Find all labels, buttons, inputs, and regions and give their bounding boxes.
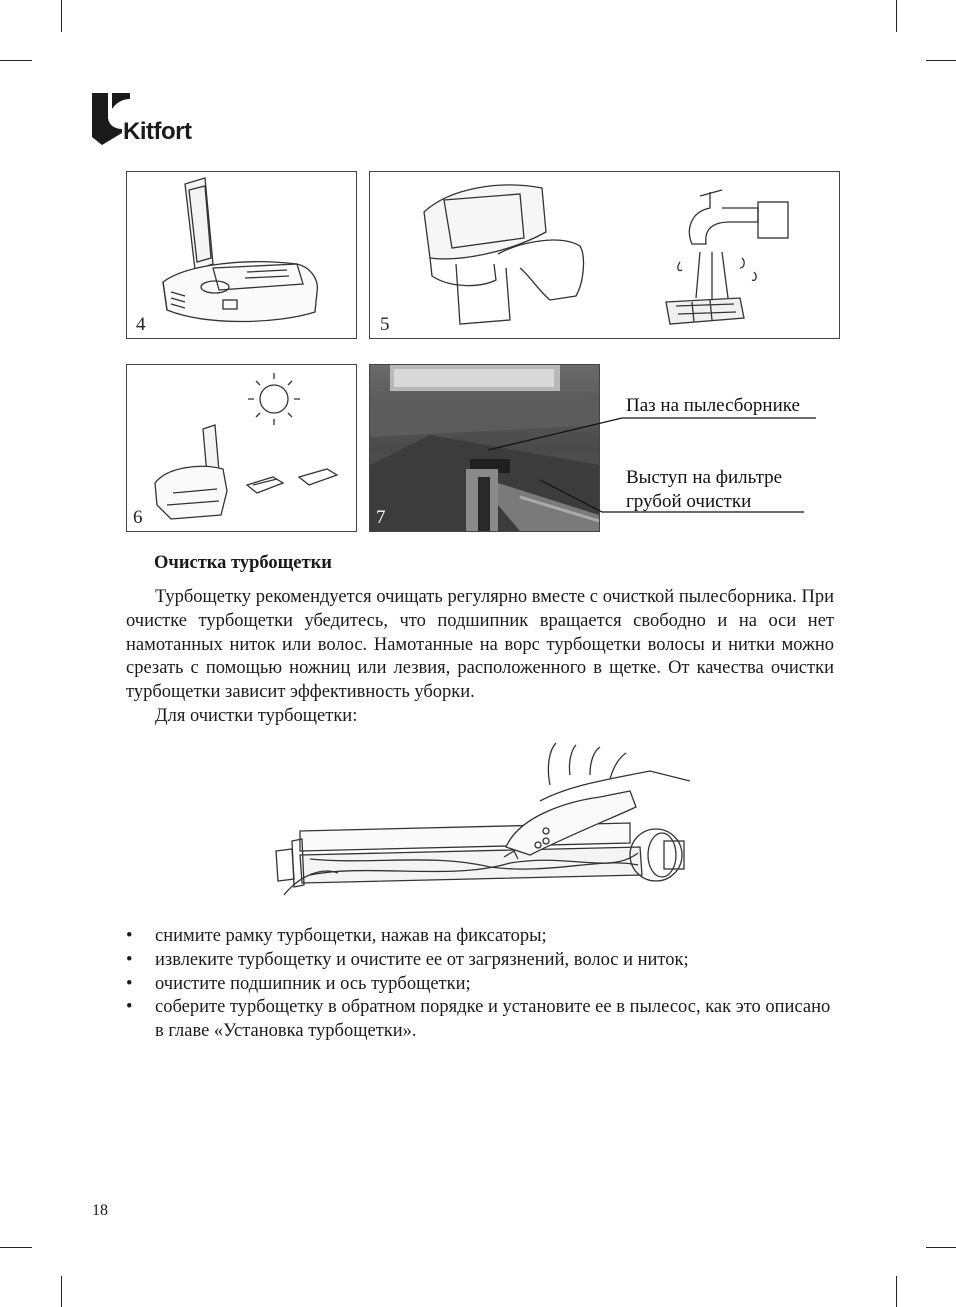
dustbin-drying-illustration: [127, 365, 356, 531]
bullet-icon: •: [126, 926, 133, 946]
page-number: 18: [92, 1202, 108, 1219]
crop-mark: [0, 60, 32, 61]
list-item: [126, 973, 836, 997]
list-item: [126, 949, 836, 973]
dustbin-filter-washing-illustration: [370, 172, 839, 338]
list-item-text: снимите рамку турбощетки, нажав на фиксаторы;: [155, 926, 547, 946]
crop-mark: [0, 1247, 32, 1248]
bullet-icon: •: [126, 949, 133, 970]
list-item: [126, 996, 836, 1044]
figure-number: 4: [136, 314, 146, 335]
paragraph: Турбощетку рекомендуется очищать регулярно вместе с очисткой пылесборника. При очистке турбощетки убедитесь, что подшипник вращается свободно и на оси нет намотанных ниток или волос. Намотанные на ворс турбощетки волосы и нитки можно срезать с помощью ножниц или лезвия, расположенного в щетке. От качества очистки турбощетки зависит эффективность уборки.: [126, 587, 834, 703]
brand-name: Kitfort: [123, 118, 192, 145]
bullet-icon: •: [126, 997, 133, 1018]
crop-mark: [61, 0, 62, 32]
section-heading: Очистка турбощетки: [154, 553, 332, 573]
figure-6: [126, 364, 357, 532]
crop-mark: [896, 0, 897, 32]
crop-mark: [61, 1276, 62, 1307]
crop-mark: [896, 1276, 897, 1307]
figure-number: 6: [133, 507, 143, 528]
callout-tab-line1: Выступ на фильтре: [626, 467, 783, 488]
body-text: [126, 586, 834, 729]
figure-number: 5: [380, 314, 390, 335]
turbo-brush-cutting-illustration: [270, 735, 690, 905]
crop-mark: [926, 1247, 956, 1248]
figure-4: [126, 171, 357, 339]
list-item-text: соберите турбощетку в обратном порядке и установите ее в пылесос, как это описано в главе «Установка турбощетки».: [155, 997, 831, 1042]
instruction-list: [126, 925, 836, 1044]
figure-number: 7: [376, 507, 386, 528]
callout-slot: Паз на пылесборнике: [626, 395, 800, 416]
list-item-text: очистите подшипник и ось турбощетки;: [155, 973, 471, 994]
paragraph: Для очистки турбощетки:: [155, 705, 358, 726]
figure-5: [369, 171, 840, 339]
list-item: [126, 925, 836, 949]
vacuum-open-dustbin-illustration: [127, 172, 356, 338]
callout-tab-line2: грубой очистки: [626, 491, 752, 512]
bullet-icon: •: [126, 973, 133, 994]
list-item-text: извлеките турбощетку и очистите ее от загрязнений, волос и ниток;: [155, 949, 689, 970]
crop-mark: [926, 60, 956, 61]
